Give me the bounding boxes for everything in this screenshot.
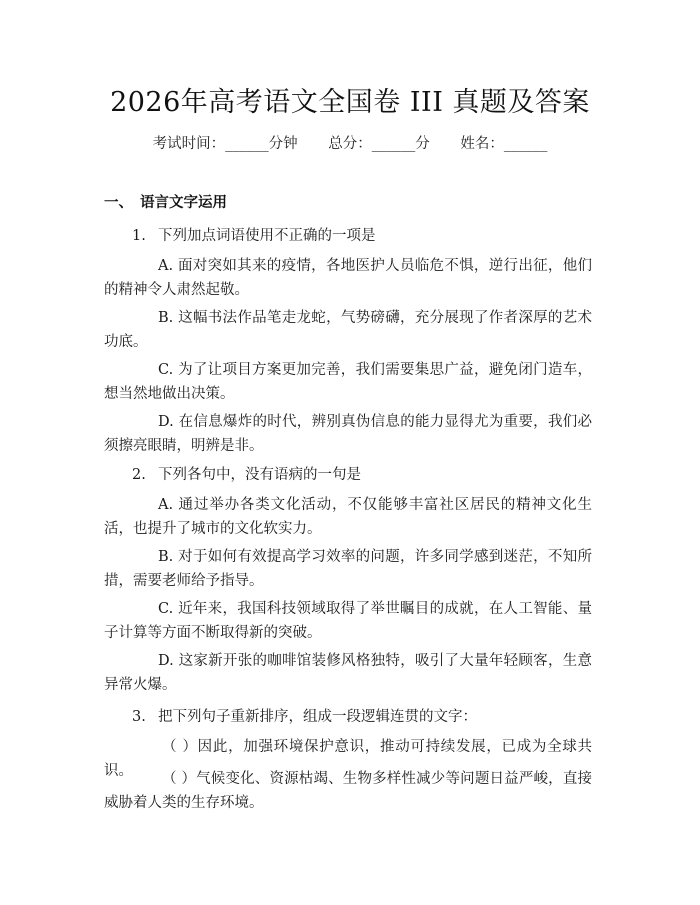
question-number: 2. (132, 467, 146, 483)
section-title: 语言文字运用 (140, 194, 227, 211)
section-number: 一、 (104, 194, 133, 211)
question-1-option-b: B. 这幅书法作品笔走龙蛇，气势磅礴，充分展现了作者深厚的艺术功底。 (104, 310, 592, 350)
question-number: 3. (132, 709, 146, 725)
exam-meta (0, 132, 700, 153)
question-1-option-c: C. 为了让项目方案更加完善，我们需要集思广益，避免闭门造车，想当然地做出决策。 (104, 362, 592, 402)
question-2-option-d: D. 这家新开张的咖啡馆装修风格独特，吸引了大量年轻顾客，生意异常火爆。 (104, 653, 592, 693)
total-score-field: 总分：______分 (328, 136, 430, 152)
page-title: 2026年高考语文全国卷 III 真题及答案 (110, 87, 590, 118)
question-3-sentence-1: （ ）因此，加强环境保护意识，推动可持续发展，已成为全球共识。 (104, 739, 592, 779)
question-2-stem (132, 463, 361, 484)
question-text: 把下列句子重新排序，组成一段逻辑连贯的文字： (158, 709, 477, 725)
question-3-sentence-2: （ ）气候变化、资源枯竭、生物多样性减少等问题日益严峻，直接威胁着人类的生存环境。 (104, 771, 592, 811)
exam-time-field: 考试时间：______分钟 (152, 136, 298, 152)
question-number: 1. (132, 228, 146, 244)
section-heading (104, 191, 227, 212)
question-1-option-a: A. 面对突如其来的疫情，各地医护人员临危不惧，逆行出征，他们的精神令人肃然起敬。 (104, 258, 592, 298)
student-name-field: 姓名：______ (460, 136, 548, 152)
question-1-option-d: D. 在信息爆炸的时代，辨别真伪信息的能力显得尤为重要，我们必须擦亮眼睛，明辨是非。 (104, 414, 592, 454)
question-2-option-b: B. 对于如何有效提高学习效率的问题，许多同学感到迷茫，不知所措，需要老师给予指导。 (104, 549, 592, 589)
question-text: 下列加点词语使用不正确的一项是 (158, 228, 376, 244)
question-1-stem (132, 224, 376, 245)
question-2-option-a: A. 通过举办各类文化活动，不仅能够丰富社区居民的精神文化生活，也提升了城市的文化软实力。 (104, 497, 592, 537)
question-2-option-c: C. 近年来，我国科技领域取得了举世瞩目的成就，在人工智能、量子计算等方面不断取得新的突破。 (104, 601, 592, 641)
question-text: 下列各句中，没有语病的一句是 (158, 467, 361, 483)
question-3-stem (132, 705, 477, 726)
